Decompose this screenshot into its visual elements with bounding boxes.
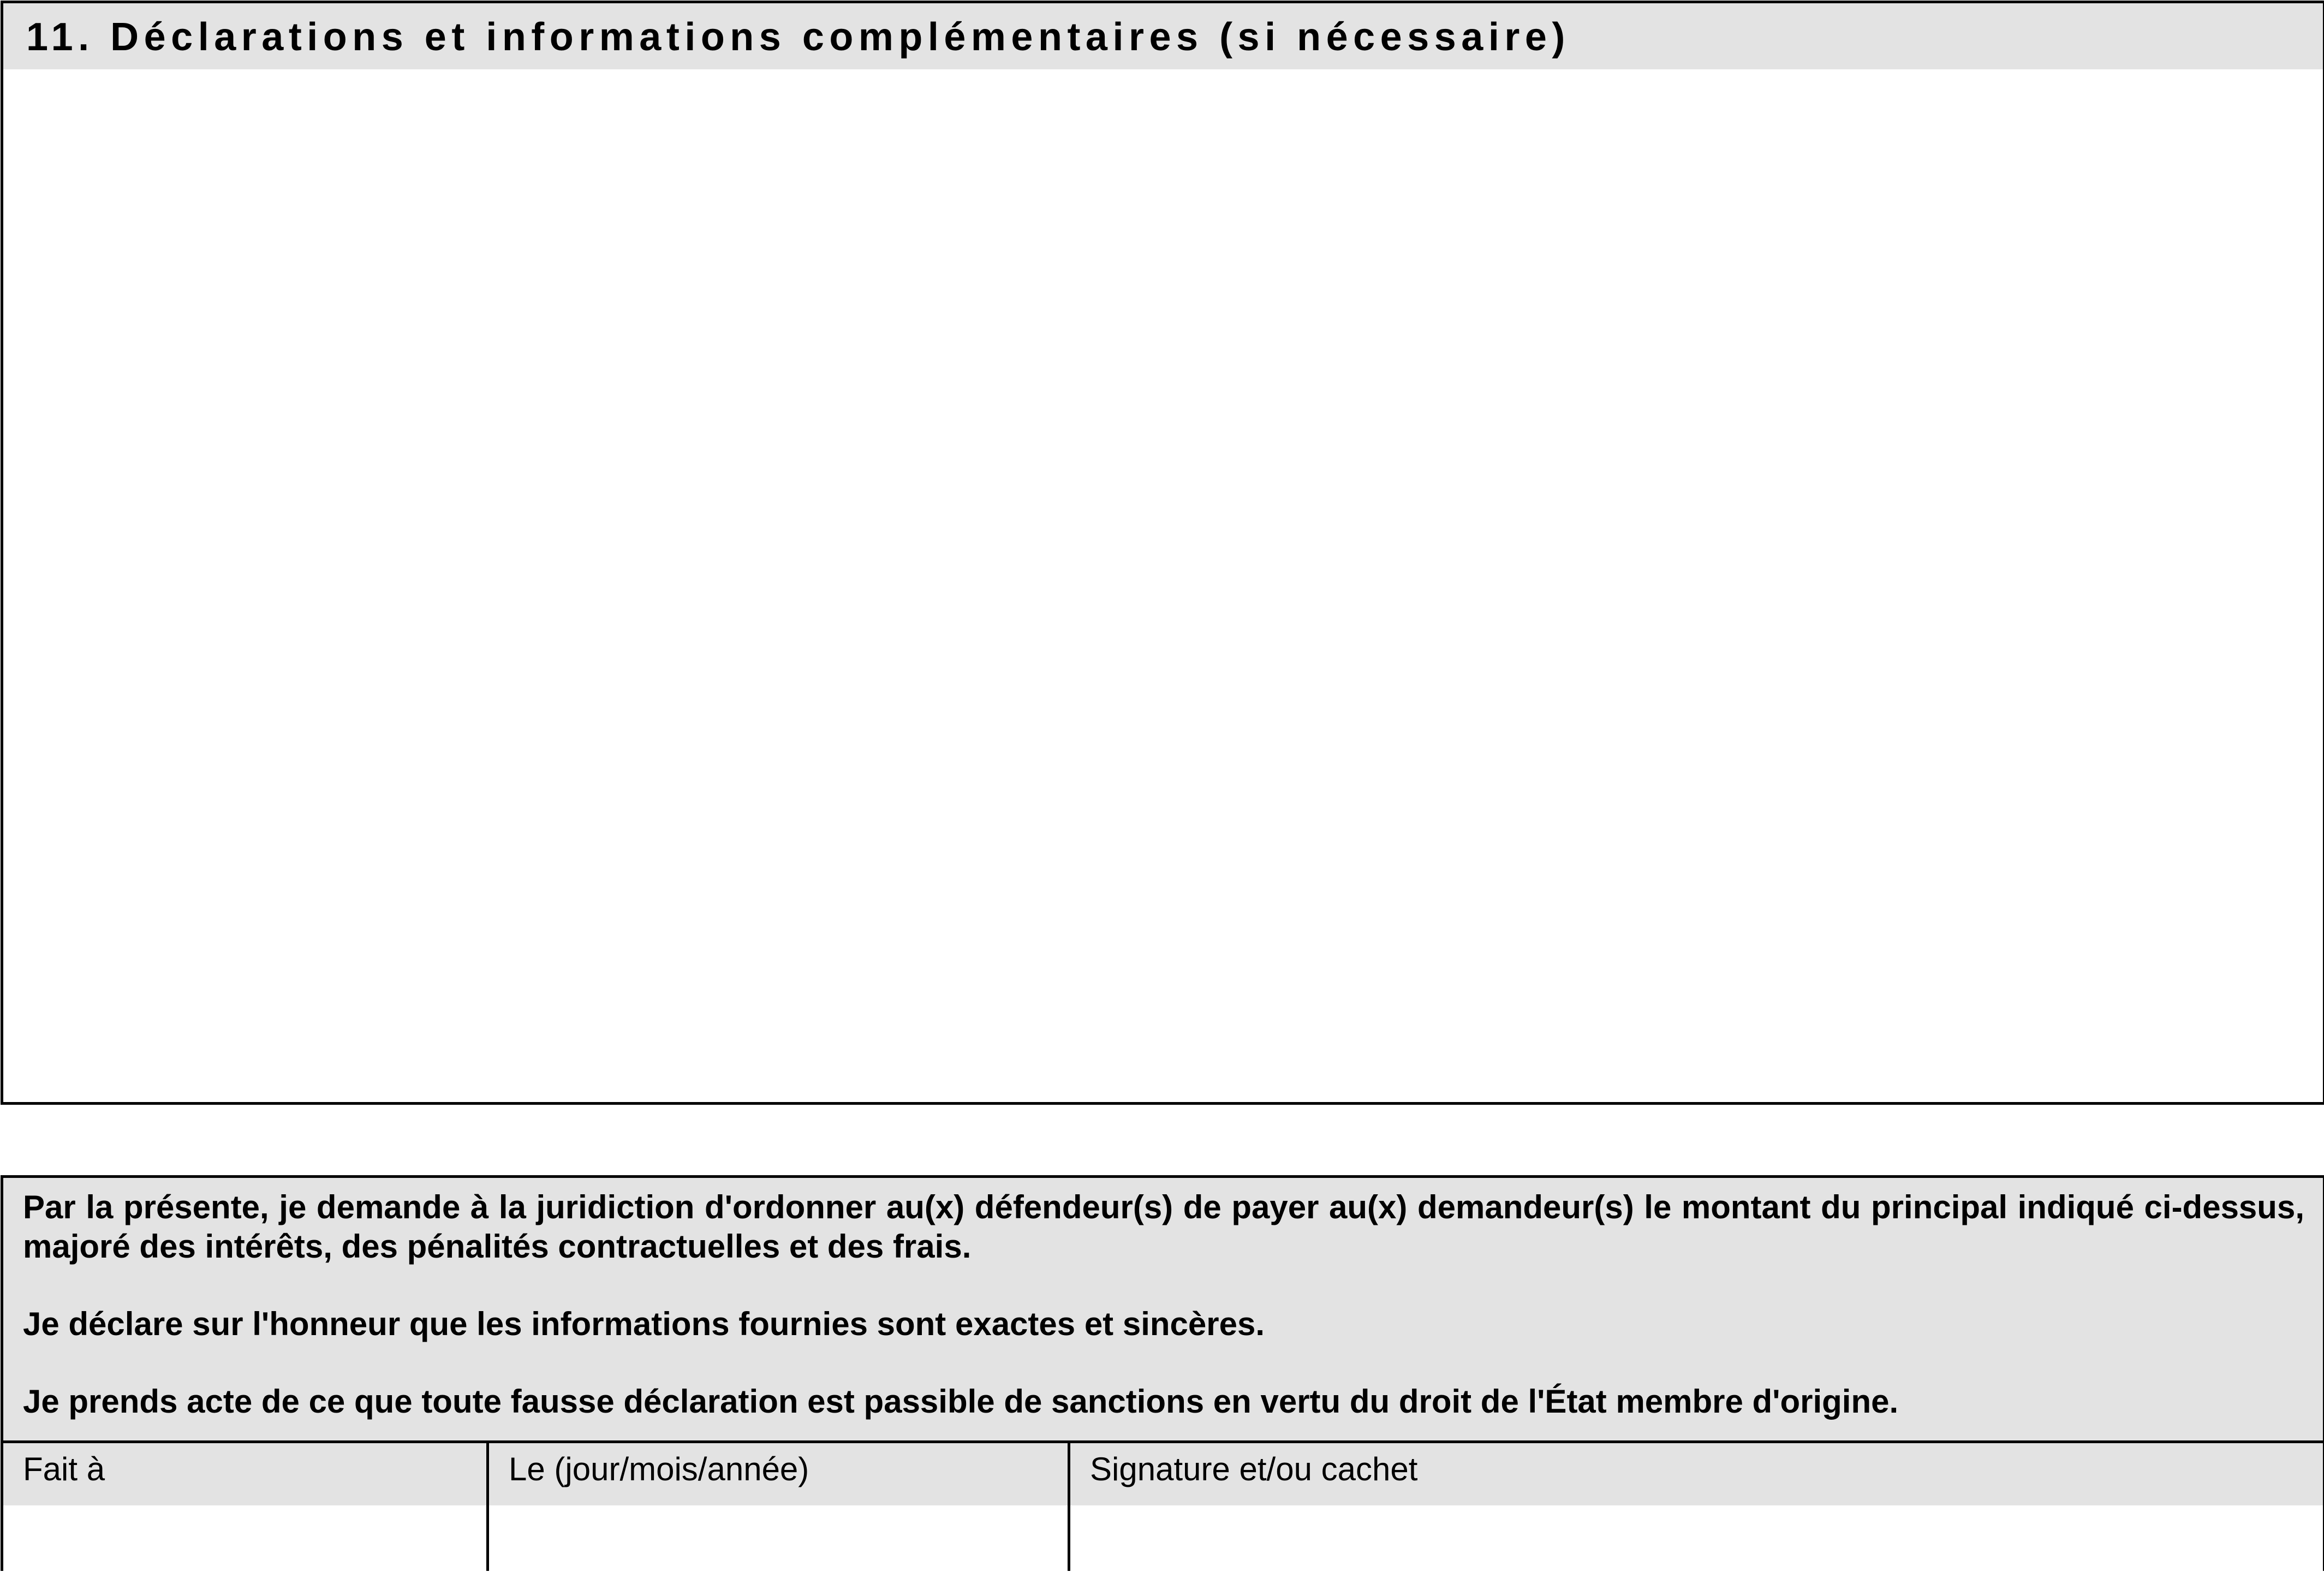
signature-cell bbox=[1068, 1443, 2323, 1571]
section-11-header bbox=[3, 3, 2323, 69]
date-label: Le (jour/mois/année) bbox=[509, 1451, 809, 1487]
declaration-honour-paragraph: Je déclare sur l'honneur que les informations fournies sont exactes et sincères. bbox=[23, 1306, 1265, 1342]
place-cell bbox=[3, 1443, 486, 1571]
additional-information-field[interactable] bbox=[3, 69, 2323, 1102]
signature-label-band bbox=[1070, 1443, 2323, 1505]
declaration-sanctions-paragraph: Je prends acte de ce que toute fausse déclaration est passible de sanctions en vertu du droit de l'État membre d'origine. bbox=[23, 1383, 1899, 1420]
date-field[interactable] bbox=[489, 1505, 1068, 1571]
place-field[interactable] bbox=[3, 1505, 486, 1571]
signature-label: Signature et/ou cachet bbox=[1090, 1451, 1418, 1487]
place-label-band bbox=[3, 1443, 486, 1505]
signature-row bbox=[3, 1440, 2323, 1571]
place-label: Fait à bbox=[23, 1451, 105, 1487]
date-cell bbox=[486, 1443, 1068, 1571]
section-11-title: 11. Déclarations et informations complémentaires (si nécessaire) bbox=[26, 15, 1570, 59]
section-11-box bbox=[1, 1, 2324, 1105]
date-label-band bbox=[489, 1443, 1068, 1505]
declaration-request-paragraph: Par la présente, je demande à la juridiction d'ordonner au(x) défendeur(s) de payer au(x) demandeur(s) le montant du principal indiqué ci-dessus, majoré des intérêts, des pénalités contractuelles et des frais. bbox=[23, 1189, 2304, 1265]
declaration-box bbox=[1, 1175, 2324, 1571]
signature-field[interactable] bbox=[1070, 1505, 2323, 1571]
declaration-text bbox=[23, 1188, 2304, 1421]
